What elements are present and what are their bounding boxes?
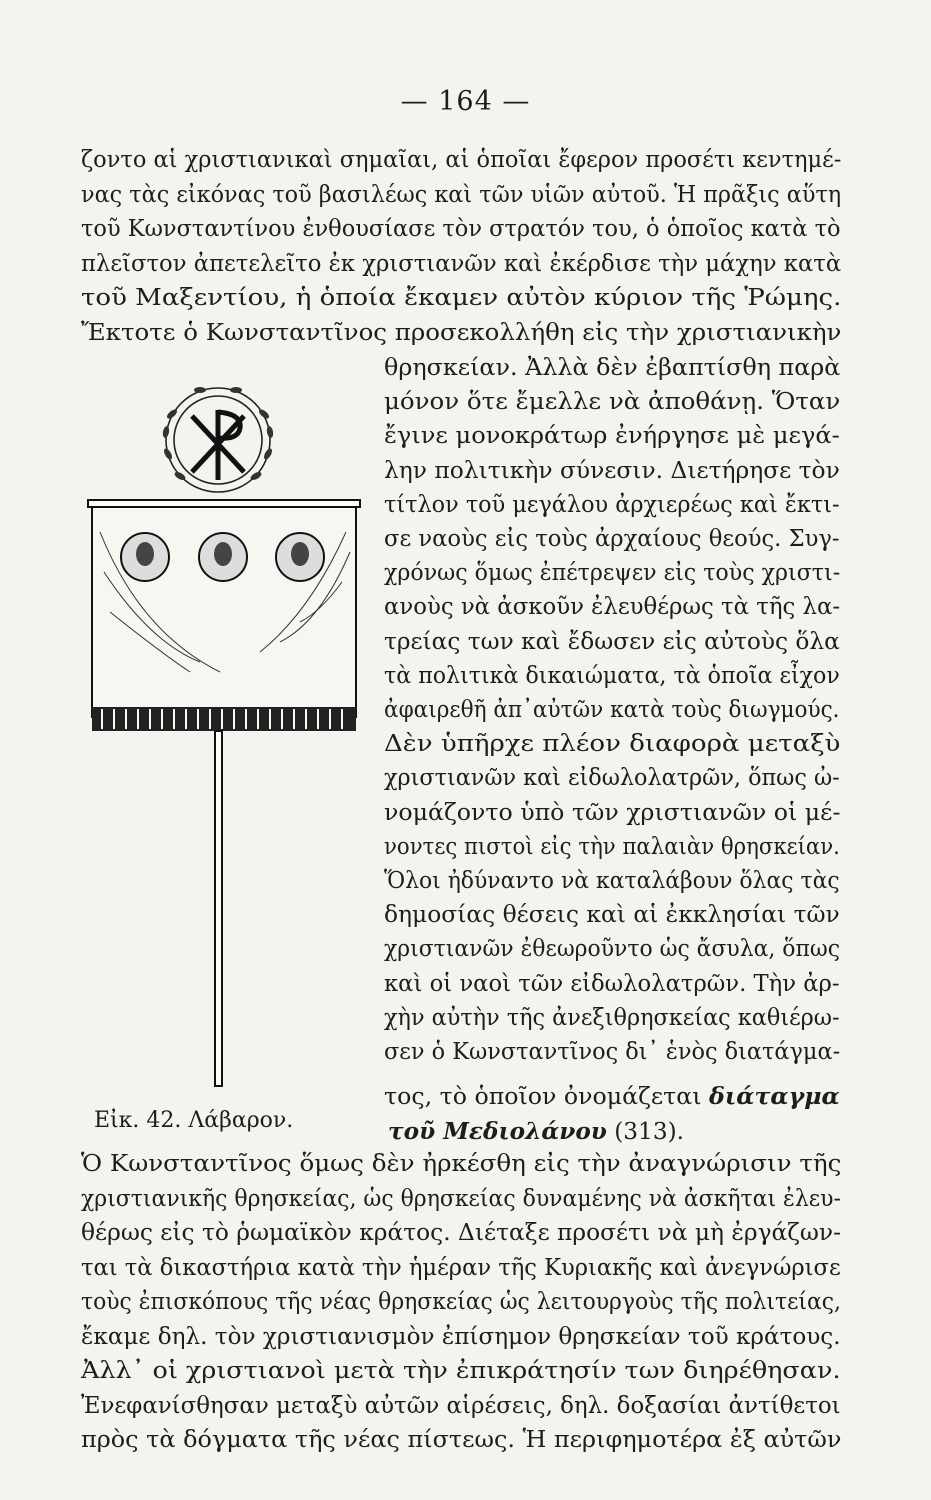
text-line: καὶ οἱ ναοὶ τῶν εἰδωλολατρῶν. Τὴν ἀρ- <box>384 969 840 997</box>
text-line: σε ναοὺς εἰς τοὺς ἀρχαίους θεούς. Συγ- <box>384 525 840 552</box>
text-line: τοῦ Κωνσταντίνου ἐνθουσίασε τὸν στρατόν του, ὁ ὁποῖος κατὰ τὸ <box>81 215 841 242</box>
text-line: μόνον ὅτε ἔμελλε νὰ ἀποθάνῃ. Ὅταν <box>384 388 841 416</box>
text-line: τίτλον τοῦ μεγάλου ἀρχιερέως καὶ ἔκτι- <box>384 490 840 518</box>
text-line: ζοντο αἱ χριστιανικαὶ σημαῖαι, αἱ ὁποῖαι ἔφερον προσέτι κεντημέ- <box>81 146 842 173</box>
labarum-illustration <box>80 372 380 1112</box>
text-line: ται τὰ δικαστήρια κατὰ τὴν ἡμέραν τῆς Κυριακῆς καὶ ἀνεγνώρισε <box>81 1253 841 1281</box>
text-line: σεν ὁ Κωνσταντῖνος δι᾽ ἑνὸς διατάγμα- <box>384 1038 841 1065</box>
text-line: Ἀλλ᾽ οἱ χριστιανοὶ μετὰ τὴν ἐπικράτησίν των διηρέθησαν. <box>81 1357 841 1384</box>
text-line: ἀφαιρεθῆ ἀπ᾽αὐτῶν κατὰ τοὺς διωγμούς. <box>384 696 840 723</box>
text-line: δημοσίας θέσεις καὶ αἱ ἐκκλησίαι τῶν <box>384 901 840 929</box>
text-line: πρὸς τὰ δόγματα τῆς νέας πίστεως. Ἡ περιφημοτέρα ἐξ αὐτῶν <box>81 1426 842 1453</box>
page-number: — 164 — <box>400 86 531 117</box>
text-line: τρείας των καὶ ἔδωσεν εἰς αὐτοὺς ὅλα <box>384 627 840 655</box>
text-line: χρόνως ὅμως ἐπέτρεψεν εἰς τοὺς χριστι- <box>384 559 841 587</box>
edict-line-bold: διάταγμα <box>709 1083 840 1110</box>
text-line: τοὺς ἐπισκόπους τῆς νέας θρησκείας ὡς λειτουργοὺς τῆς πολιτείας, <box>81 1288 841 1315</box>
text-line: Ἔκτοτε ὁ Κωνσταντῖνος προσεκολλήθη εἰς τὴν χριστιανικὴν <box>81 318 842 346</box>
text-line: λην πολιτικὴν σύνεσιν. Διετήρησε τὸν <box>384 456 840 484</box>
text-line: Ἐνεφανίσθησαν μεταξὺ αὐτῶν αἱρέσεις, δηλ. δοξασίαι ἀντίθετοι <box>81 1391 841 1419</box>
edict-line <box>384 1085 840 1108</box>
text-line: ἔκαμε δηλ. τὸν χριστιανισμὸν ἐπίσημον θρησκείαν τοῦ κράτους. <box>81 1322 841 1350</box>
text-line: ανοὺς νὰ ἀσκοῦν ἐλευθέρως τὰ τῆς λα- <box>384 593 841 621</box>
edict-line-text: τος, τὸ ὁποῖον ὀνομάζεται <box>384 1083 710 1110</box>
edict-name-bold: τοῦ Μεδιολάνου <box>388 1118 607 1145</box>
text-line: τὰ πολιτικὰ δικαιώματα, τὰ ὁποῖα εἶχον <box>384 661 840 689</box>
text-line: τοῦ Μαξεντίου, ἡ ὁποία ἔκαμεν αὐτὸν κύριον τῆς Ῥώμης. <box>81 284 842 311</box>
text-line: θέρως εἰς τὸ ῥωμαϊκὸν κράτος. Διέταξε προσέτι νὰ μὴ ἐργάζων- <box>81 1219 841 1246</box>
edict-year: (313). <box>606 1118 684 1145</box>
text-line: νας τὰς εἰκόνας τοῦ βασιλέως καὶ τῶν υἱῶν αὐτοῦ. Ἡ πρᾶξις αὕτη <box>81 180 842 208</box>
labarum-figure <box>80 372 380 1112</box>
text-line: νομάζοντο ὑπὸ τῶν χριστιανῶν οἱ μέ- <box>384 798 841 826</box>
text-line: Ὅλοι ἠδύναντο νὰ καταλάβουν ὅλας τὰς <box>384 867 840 894</box>
text-line: νοντες πιστοὶ εἰς τὴν παλαιὰν θρησκείαν. <box>384 832 840 860</box>
text-line: χριστιανικῆς θρησκείας, ὡς θρησκείας δυναμένης νὰ ἀσκῆται ἐλευ- <box>81 1184 841 1212</box>
text-line: χριστιανῶν καὶ εἰδωλολατρῶν, ὅπως ὠ- <box>384 764 840 792</box>
text-line: Δὲν ὑπῆρχε πλέον διαφορὰ μεταξὺ <box>384 730 841 758</box>
text-line: ἔγινε μονοκράτωρ ἐνήργησε μὲ μεγά- <box>384 422 840 450</box>
text-line: χὴν αὐτὴν τῆς ἀνεξιθρησκείας καθιέρω- <box>384 1003 840 1031</box>
text-line: πλεῖστον ἀπετελεῖτο ἐκ χριστιανῶν καὶ ἐκέρδισε τὴν μάχην κατὰ <box>81 249 842 277</box>
text-line: χριστιανῶν ἐθεωροῦντο ὡς ἄσυλα, ὅπως <box>384 935 840 963</box>
text-line: Ὁ Κωνσταντῖνος ὅμως δὲν ἠρκέσθη εἰς τὴν ἀναγνώρισιν τῆς <box>81 1150 842 1177</box>
figure-caption: Εἰκ. 42. Λάβαρον. <box>94 1108 294 1133</box>
edict-line-2 <box>388 1120 684 1143</box>
text-line: θρησκείαν. Ἀλλὰ δὲν ἐβαπτίσθη παρὰ <box>384 354 841 381</box>
